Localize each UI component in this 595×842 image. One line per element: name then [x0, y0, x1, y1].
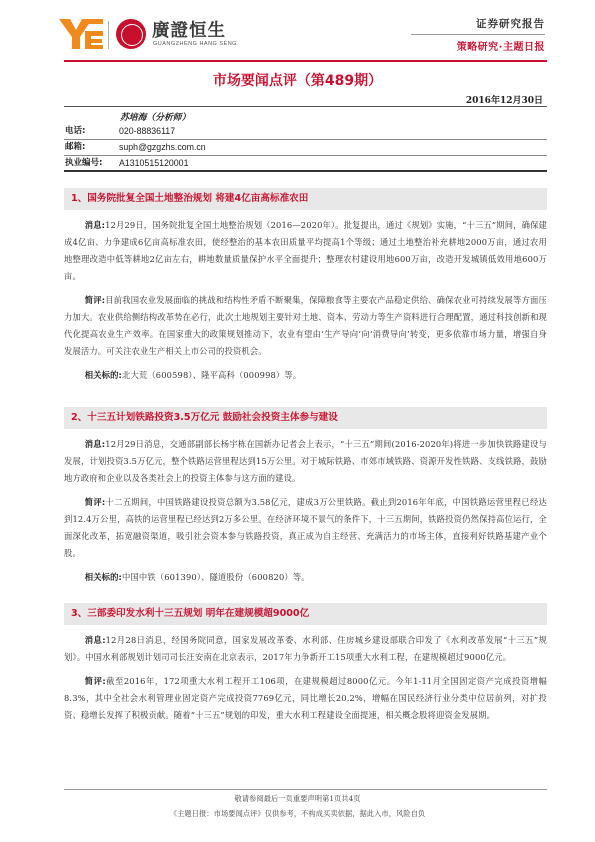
para-label: 消息:: [84, 220, 106, 230]
news-paragraph: [64, 632, 547, 666]
news-section-2: [64, 407, 547, 586]
para-text: 北大荒（600598）、隆平高科（000998）等。: [122, 370, 302, 380]
analyst-name: 苏培海（分析师）: [120, 113, 191, 123]
company-name-cn: 廣證恒生: [152, 21, 226, 41]
para-text: 12月29日，国务院批复全国土地整治规划（2016—2020年）。批复提出，通过《规划》实施，“十三五”期间，确保建成4亿亩、力争建成6亿亩高标准农田，使经整治的基本农田质量平均提高1个等级；通过土地整治补充耕地2000万亩，通过农用地整理改造中低等耕地2亿亩左右，耕地数量质量保护水平全面提升；整理农村建设用地600万亩，改造开发城镇低效用地600万亩。: [64, 220, 547, 281]
contact-row-license: [64, 156, 547, 172]
para-label: 消息:: [84, 635, 106, 645]
para-label: 简评:: [84, 295, 106, 305]
comment-paragraph: [64, 292, 547, 360]
contact-row-phone: [64, 124, 547, 140]
contact-label: 电话:: [65, 126, 86, 136]
para-label: 简评:: [84, 676, 106, 686]
para-text: 中国中铁（601390）、隧道股份（600820）等。: [122, 572, 310, 582]
footer-rule: [64, 789, 547, 790]
related-stocks-paragraph: [64, 569, 547, 586]
news-paragraph: [64, 436, 547, 487]
contact-value[interactable]: suph@gzgzhs.com.cn: [119, 142, 206, 152]
section-title: 3、三部委印发水利十三五规划 明年在建规模超9000亿: [64, 603, 547, 625]
footer-disclaimer-ref: 敬请参阅最后一页重要声明第1页共4页: [234, 794, 361, 803]
para-text: 截至2016年，172项重大水利工程开工106项，在建规模超过8000亿元。今年1-11月全国固定资产完成投资增幅8.3%，其中全社会水利管理业固定资产完成投资7769亿元，同比增长20.2%，增幅在国民经济行业分类中位居前列，对扩投资、稳增长发挥了积极贡献。随着“十三五”规划的印发，重大水利工程建设全面提速，相关概念股将迎资金发展期。: [64, 676, 547, 720]
news-section-1: [64, 188, 547, 384]
contact-row-email: [64, 140, 547, 156]
comment-paragraph: [64, 494, 547, 562]
contact-value: A1310515120001: [119, 158, 189, 168]
company-logo: [58, 17, 248, 53]
contact-label: 执业编号:: [65, 158, 103, 168]
para-text: 十二五期间，中国铁路建设投资总额为3.58亿元，建成3万公里铁路。截止到2016年年底，中国铁路运营里程已经达到12.4万公里，高铁的运营里程已经达到2万多公里。在经济环境不景气的条件下，十三五期间，铁路投资仍然保持高位运行，全面深化改革，拓宽融资渠道，吸引社会资本参与铁路投资，真正成为自主经营、充满活力的市场主体，直接利好铁路基建产业个股。: [64, 497, 547, 558]
comment-paragraph: [64, 673, 547, 724]
report-date: 2016年12月30日: [465, 96, 543, 106]
para-label: 相关标的:: [84, 572, 123, 582]
footer-disclaimer: 《主题日报：市场要闻点评》仅供参考，不构成买卖依据，据此入市，风险自负: [169, 809, 426, 818]
header-divider: [411, 34, 545, 35]
contact-label: 邮箱:: [65, 142, 86, 152]
related-stocks-paragraph: [64, 367, 547, 384]
para-text: 12月29日消息，交通部副部长杨宇栋在国新办记者会上表示，“十三五”期间(2016-2020年)将进一步加快铁路建设与发展，计划投资3.5万亿元，整个铁路运营里程达到15万公里。对于城际铁路、市郊市域铁路、资源开发性铁路、支线铁路，鼓励地方政府和企业以及各类社会上的投资主体参与这方面的建设。: [64, 439, 547, 483]
report-title: 市场要闻点评（第489期）: [212, 73, 383, 89]
report-category: 策略研究·主题日报: [456, 42, 545, 53]
para-text: 目前我国农业发展面临的挑战和结构性矛盾不断聚集，保障粮食等主要农产品稳定供给、确保农业可持续发展等方面压力加大。农业供给侧结构改革势在必行，此次土地规划主要针对土地、资本、劳动力等生产资料进行合理配置，通过科技创新和现代化提高农业生产效率。在国家重大的政策规划推动下，农业有望由‘生产导向’向‘消费导向’转变，更多依靠市场力量，增强自身发展活力。可关注农业生产相关上市公司的投资机会。: [64, 295, 547, 356]
para-label: 相关标的:: [84, 370, 123, 380]
contact-table: [64, 124, 547, 172]
report-type: 证券研究报告: [476, 18, 545, 30]
section-title: 1、国务院批复全国土地整治规划 将建4亿亩高标准农田: [64, 188, 547, 210]
top-rule: [64, 60, 547, 62]
para-text: 12月28日消息，经国务院同意，国家发展改革委、水利部、住房城乡建设部联合印发了《水利改革发展“十三五”规划》。中国水利部规划计划司司长汪安南在北京表示，2017年力争新开工15项重大水利工程，在建规模超过9000亿元。: [64, 635, 547, 662]
logo-divider: [108, 21, 109, 49]
para-label: 简评:: [84, 497, 106, 507]
ye-logo-icon: [58, 17, 104, 51]
section-title: 2、十三五计划铁路投资3.5万亿元 鼓励社会投资主体参与建设: [64, 407, 547, 429]
company-name-en: GUANGZHENG HANG SENG: [153, 41, 237, 47]
seal-icon: [116, 19, 146, 49]
contact-value: 020-88836117: [119, 126, 176, 136]
news-section-3: [64, 603, 547, 724]
news-paragraph: [64, 217, 547, 285]
report-header: [411, 16, 545, 53]
date-rule: [64, 106, 547, 107]
para-label: 消息:: [84, 439, 106, 449]
